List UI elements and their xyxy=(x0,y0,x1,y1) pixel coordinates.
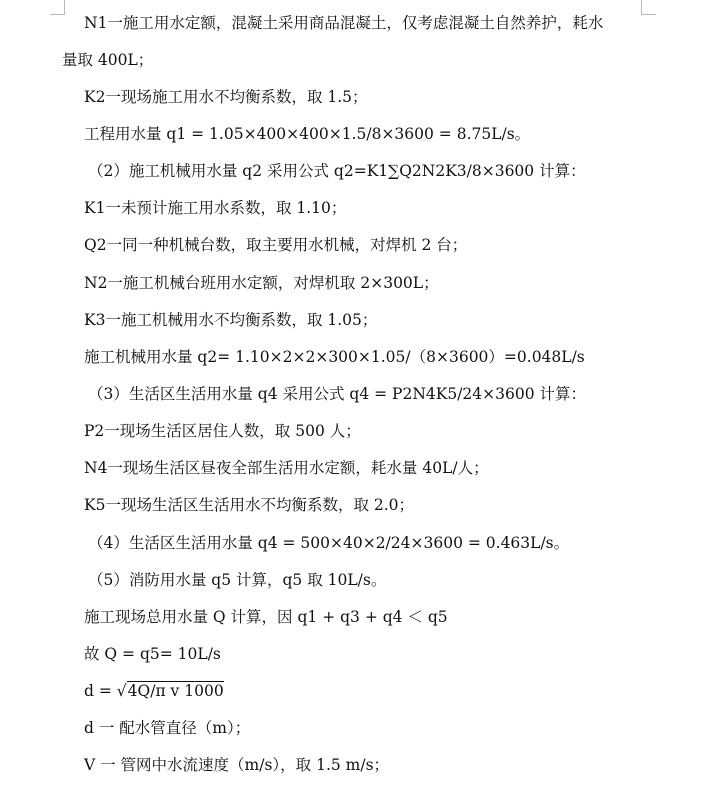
paragraph: 故 Q = q5= 10L/s xyxy=(84,645,221,663)
formula-radicand: 4Q/π v 1000 xyxy=(127,682,224,700)
paragraph: （4）生活区生活用水量 q4 = 500×40×2/24×3600 = 0.463L/s。 xyxy=(88,534,570,552)
square-root-sign: √ xyxy=(116,682,127,700)
paragraph: 量取 400L； xyxy=(62,51,154,69)
paragraph: N2一施工机械台班用水定额，对焊机取 2×300L； xyxy=(84,274,439,292)
paragraph: Q2一同一种机械台数，取主要用水机械，对焊机 2 台； xyxy=(84,236,468,254)
paragraph: N4一现场生活区昼夜全部生活用水定额，耗水量 40L/人； xyxy=(84,459,489,477)
paragraph: （3）生活区生活用水量 q4 采用公式 q4 = P2N4K5/24×3600 计算： xyxy=(88,385,587,403)
paragraph: （5）消防用水量 q5 计算，q5 取 10L/s。 xyxy=(88,571,387,589)
paragraph: 施工机械用水量 q2= 1.10×2×2×300×1.05/（8×3600）=0.048L/s xyxy=(84,348,585,366)
paragraph: （2）施工机械用水量 q2 采用公式 q2=K1∑Q2N2K3/8×3600 计算： xyxy=(88,162,586,180)
paragraph: 工程用水量 q1 = 1.05×400×400×1.5/8×3600 = 8.75L/s。 xyxy=(84,125,531,143)
paragraph: K5一现场生活区生活用水不均衡系数，取 2.0； xyxy=(84,496,415,514)
paragraph: N1一施工用水定额，混凝土采用商品混凝土，仅考虑混凝土自然养护，耗水 xyxy=(84,14,604,32)
paragraph: P2一现场生活区居住人数，取 500 人； xyxy=(84,422,361,440)
paragraph: K3一施工机械用水不均衡系数，取 1.05； xyxy=(84,311,378,329)
paragraph: K1一未预计施工用水系数，取 1.10； xyxy=(84,199,347,217)
formula-prefix: d = xyxy=(84,682,117,700)
formula-pipe-diameter xyxy=(84,681,718,701)
paragraph: V 一 管网中水流速度（m/s），取 1.5 m/s； xyxy=(84,756,390,774)
paragraph: d 一 配水管直径（m）； xyxy=(84,719,251,737)
paragraph: K2一现场施工用水不均衡系数，取 1.5； xyxy=(84,88,368,106)
paragraph: 施工现场总用水量 Q 计算，因 q1 + q3 + q4 ＜ q5 xyxy=(84,608,448,626)
page-corner-mark-left xyxy=(50,0,65,15)
